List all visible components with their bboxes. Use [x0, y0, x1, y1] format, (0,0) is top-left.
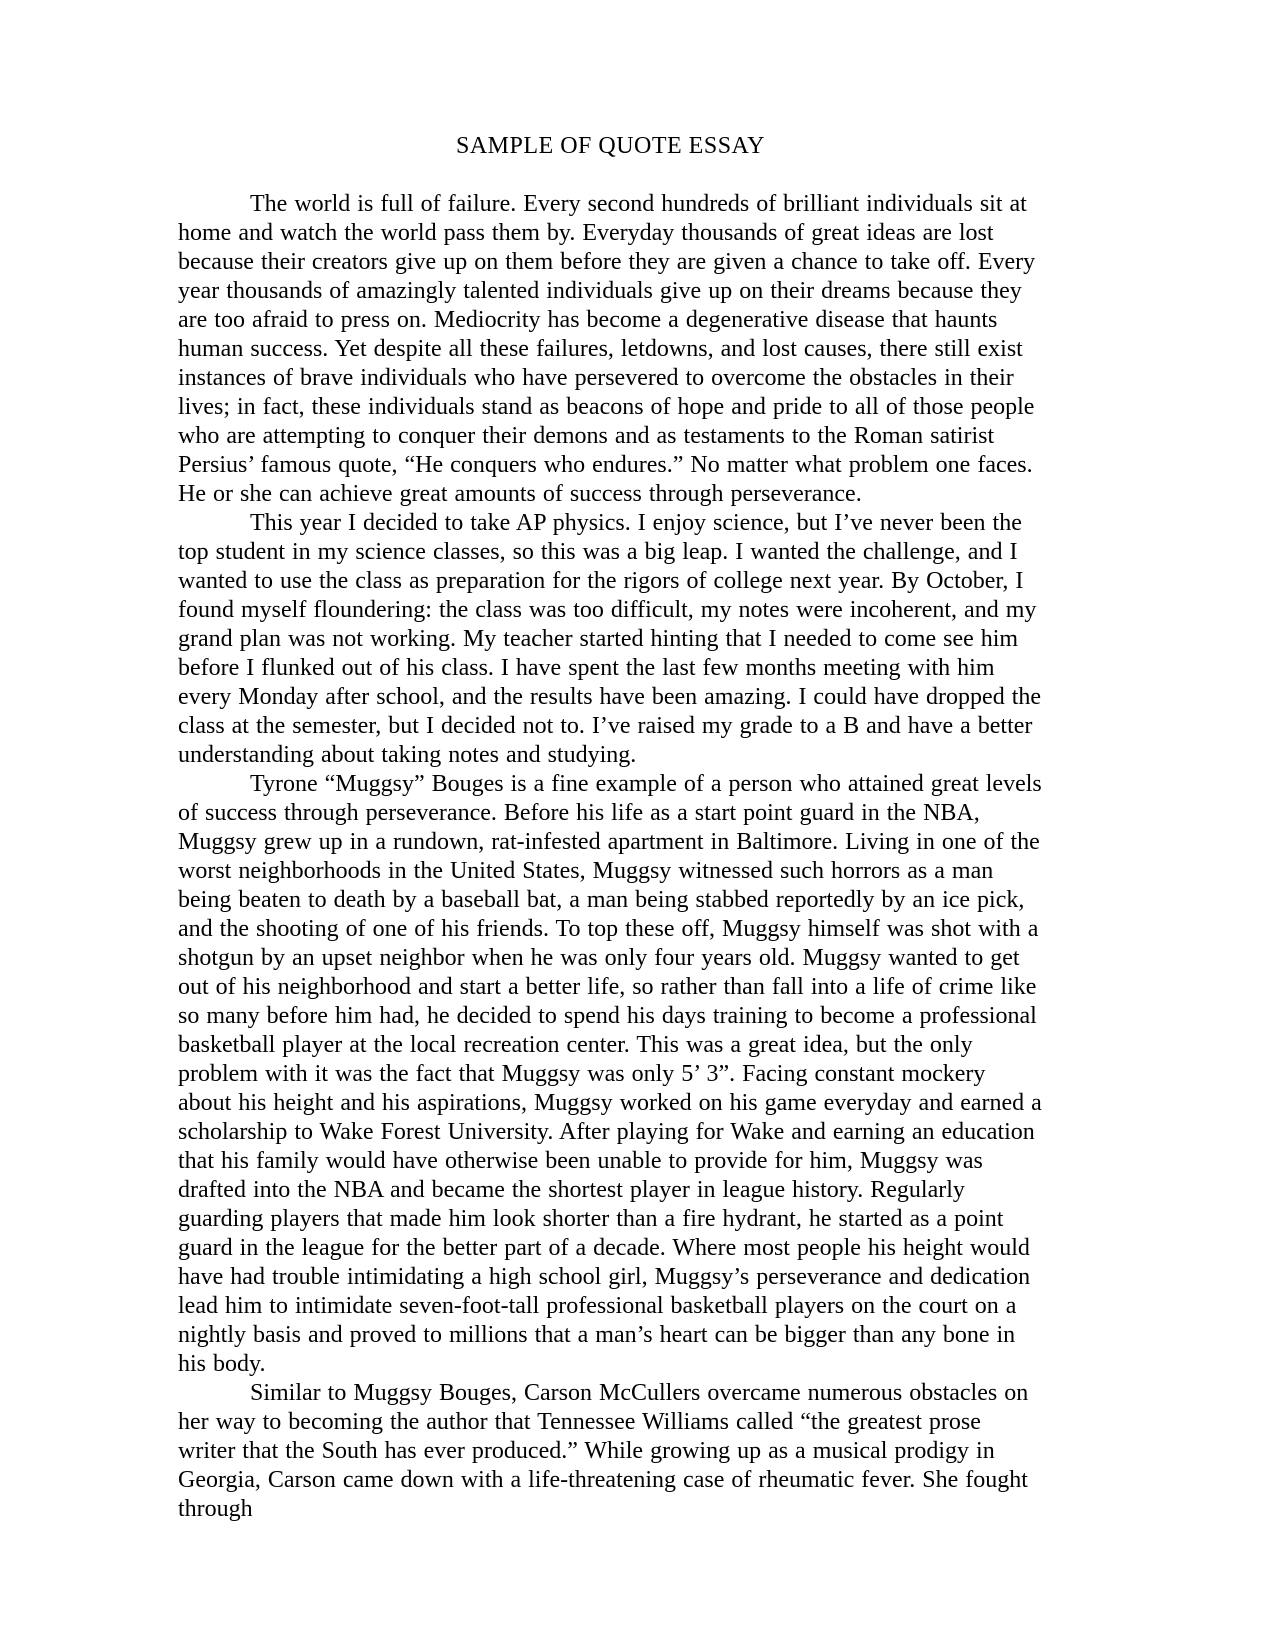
essay-paragraph-carson-mccullers: Similar to Muggsy Bouges, Carson McCullers overcame numerous obstacles on her way to becoming the author that Tennessee Williams called “the greatest prose writer that the South has ever produced.” While growing up as a musical prodigy in Georgia, Carson came down with a life-threatening case of rheumatic fever. She fought through: [178, 1380, 1029, 1522]
essay-paragraph-intro: The world is full of failure. Every second hundreds of brilliant individuals sit at home and watch the world pass them by. Everyday thousands of great ideas are lost because their creators give up on them before they are given a chance to take off. Every year thousands of amazingly talented individuals give up on their dreams because they are too afraid to press on. Mediocrity has become a degenerative disease that haunts human success. Yet despite all these failures, letdowns, and lost causes, there still exist instances of brave individuals who have persevered to overcome the obstacles in their lives; in fact, these individuals stand as beacons of hope and pride to all of those people who are attempting to conquer their demons and as testaments to the Roman satirist Persius’ famous quote, “He conquers who endures.” No matter what problem one faces. He or she can achieve great amounts of success through perseverance.: [178, 191, 1036, 507]
essay-title: SAMPLE OF QUOTE ESSAY: [456, 133, 765, 159]
essay-paragraph-muggsy-bouges: Tyrone “Muggsy” Bouges is a fine example of a person who attained great levels of success through perseverance. Before his life as a start point guard in the NBA, Muggsy grew up in a rundown, rat-infested apartment in Baltimore. Living in one of the worst neighborhoods in the United States, Muggsy witnessed such horrors as a man being beaten to death by a baseball bat, a man being stabbed reportedly by an ice pick, and the shooting of one of his friends. To top these off, Muggsy himself was shot with a shotgun by an upset neighbor when he was only four years old. Muggsy wanted to get out of his neighborhood and start a better life, so rather than fall into a life of crime like so many before him had, he decided to spend his days training to become a professional basketball player at the local recreation center. This was a great idea, but the only problem with it was the fact that Muggsy was only 5’ 3”. Facing constant mockery about his height and his aspirations, Muggsy worked on his game everyday and earned a scholarship to Wake Forest University. After playing for Wake and earning an education that his family would have otherwise been unable to provide for him, Muggsy was drafted into the NBA and became the shortest player in league history. Regularly guarding players that made him look shorter than a fire hydrant, he started as a point guard in the league for the better part of a decade. Where most people his height would have had trouble intimidating a high school girl, Muggsy’s perseverance and dedication lead him to intimidate seven-foot-tall professional basketball players on the court on a nightly basis and proved to millions that a man’s heart can be bigger than any bone in his body.: [178, 771, 1042, 1377]
essay-paragraph-personal-example: This year I decided to take AP physics. I enjoy science, but I’ve never been the top student in my science classes, so this was a big leap. I wanted the challenge, and I wanted to use the class as preparation for the rigors of college next year. By October, I found myself floundering: the class was too difficult, my notes were incoherent, and my grand plan was not working. My teacher started hinting that I needed to come see him before I flunked out of his class. I have spent the last few months meeting with him every Monday after school, and the results have been amazing. I could have dropped the class at the semester, but I decided not to. I’ve raised my grade to a B and have a better understanding about taking notes and studying.: [178, 510, 1042, 768]
